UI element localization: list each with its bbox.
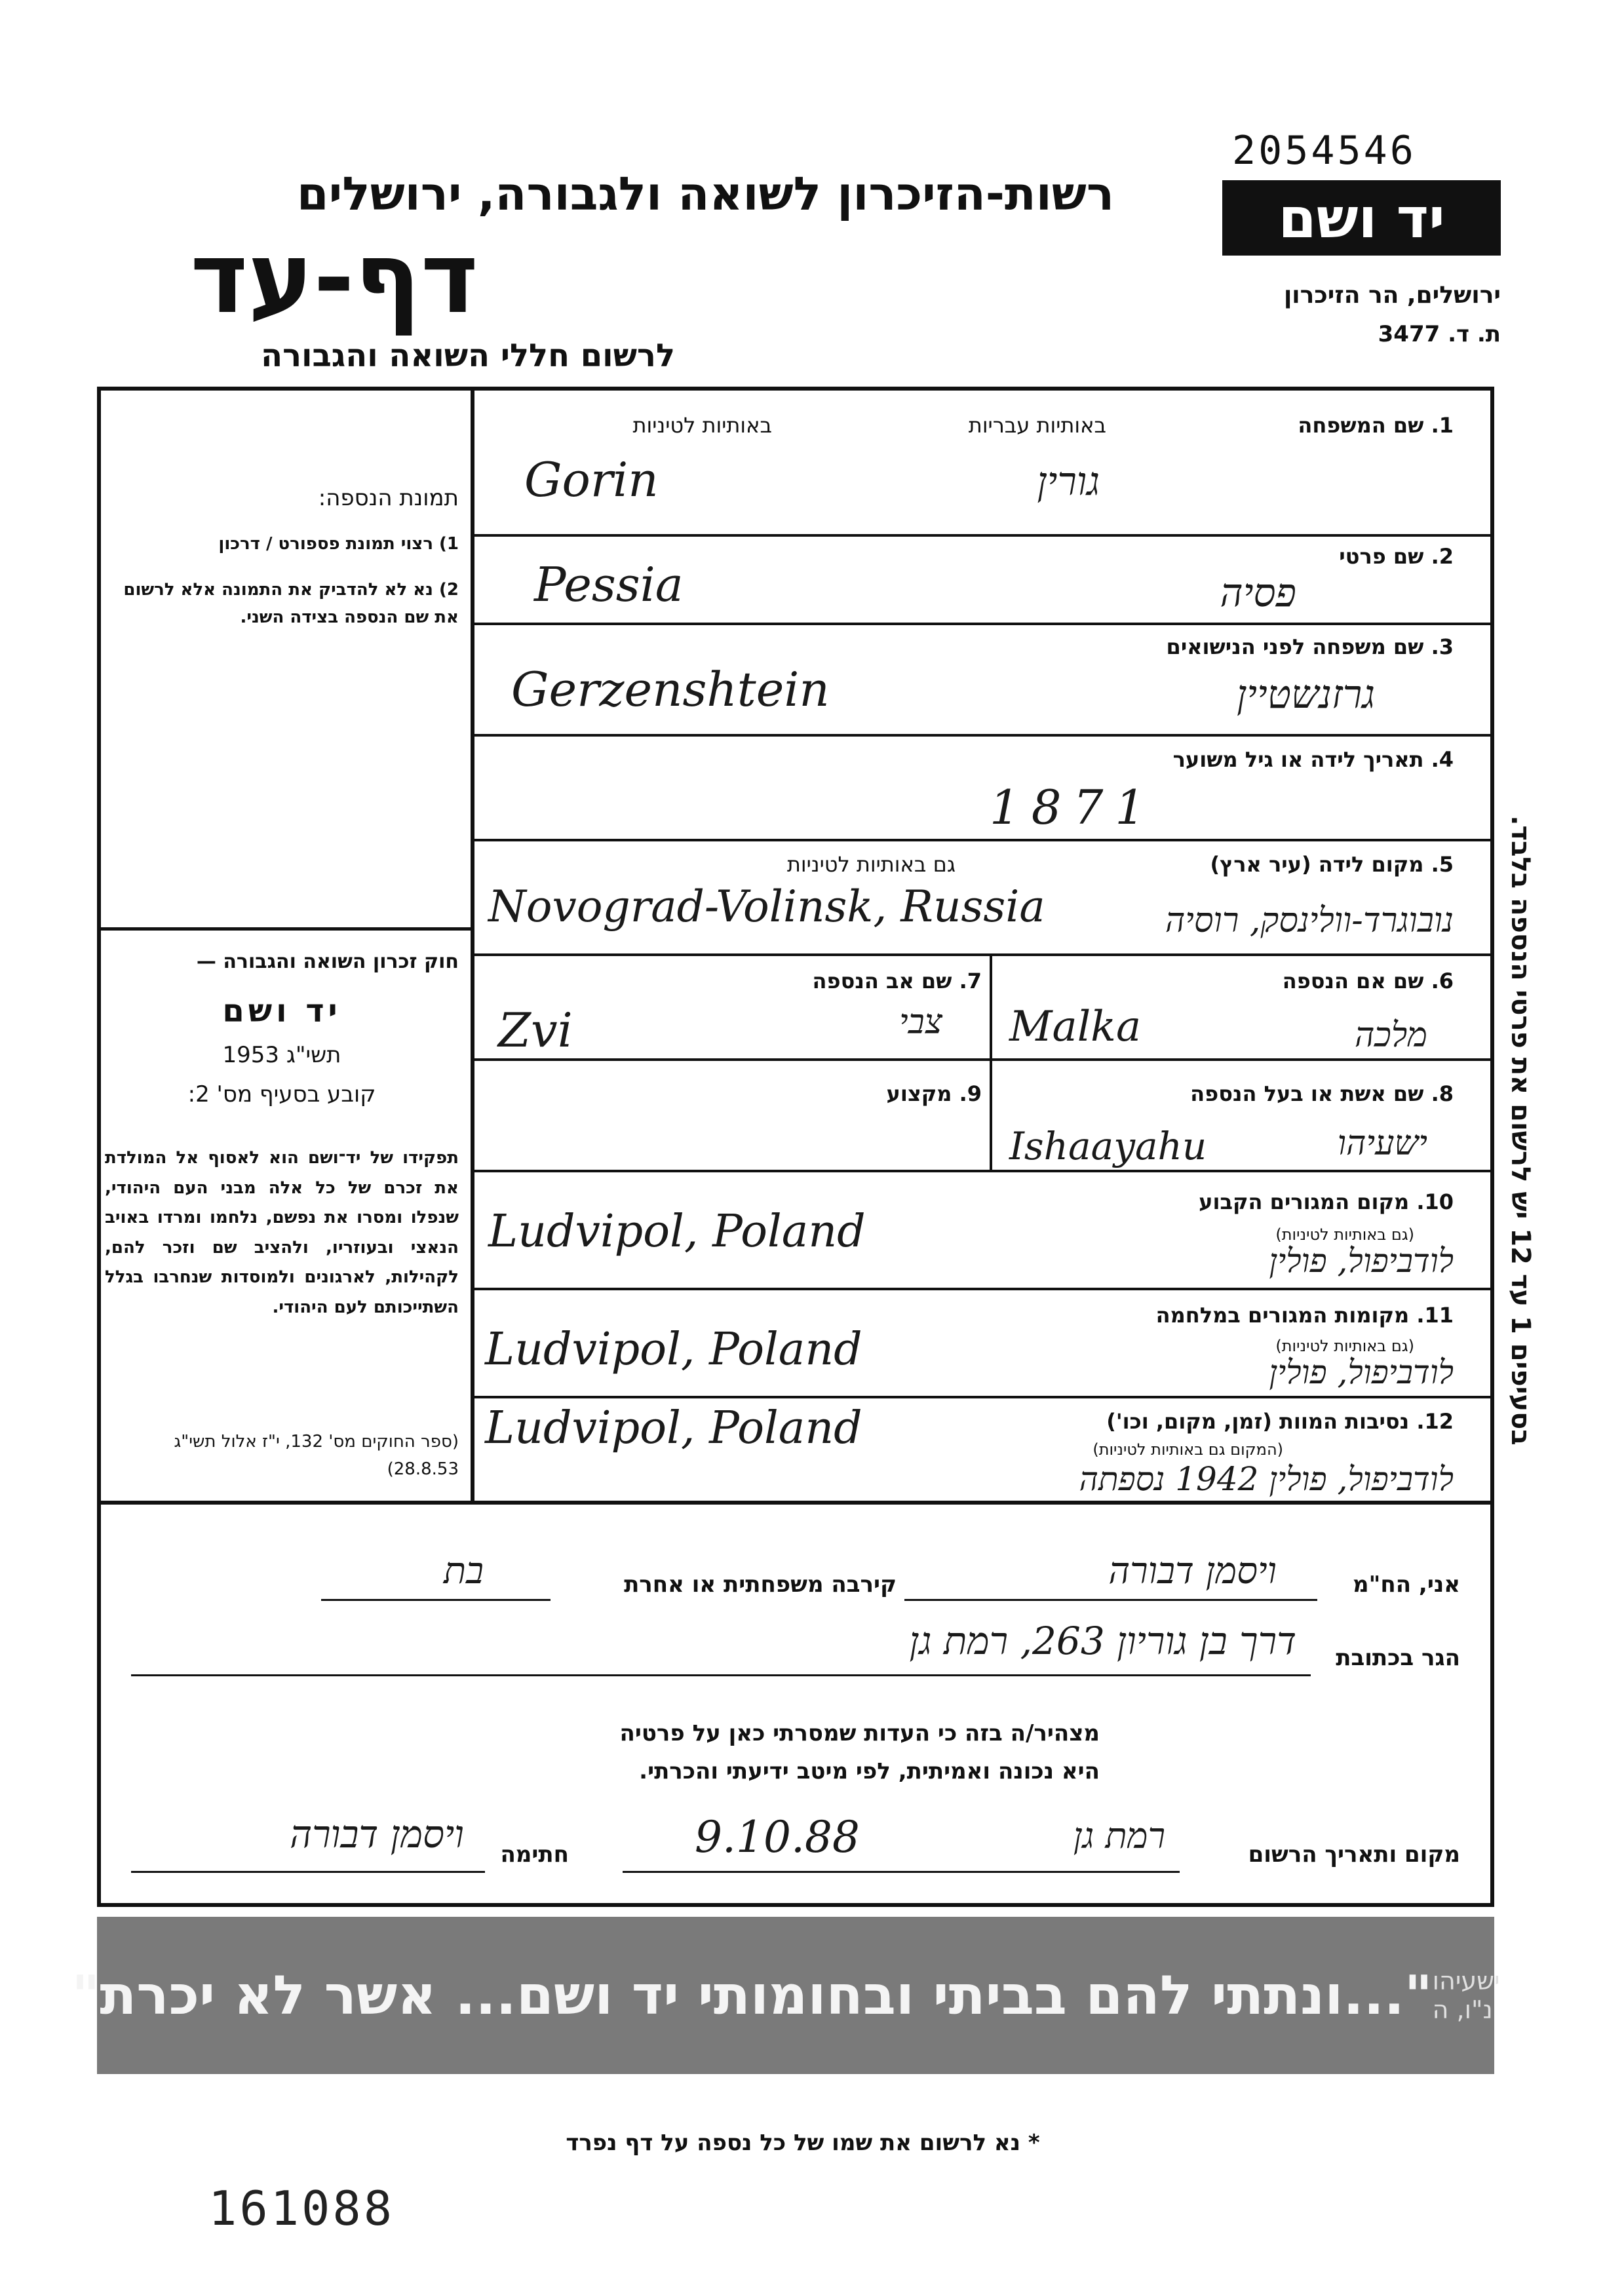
place-value[interactable]: רמת גן: [1073, 1815, 1165, 1856]
field-12-sublabel: (המקום גם באותיות לטיניות): [1092, 1440, 1283, 1459]
field-6-hebrew[interactable]: מלכה: [1354, 1016, 1427, 1055]
field-12-label: 12. נסיבות המוות (זמן, מקום, וכו'): [1106, 1409, 1454, 1434]
column-hebrew-label: באותיות עבריות: [968, 413, 1106, 438]
row-divider: [471, 1288, 1494, 1290]
side-note-text: בסעיפים 1 עד 12 יש לרשום את פרטי הנספה בלבד.: [1505, 815, 1536, 1446]
serial-number: 161088: [208, 2181, 395, 2236]
side-note: [1501, 754, 1540, 1507]
field-7-latin[interactable]: Zvi: [498, 1003, 573, 1058]
field-5-hebrew[interactable]: נובוגרד-וולינסק, רוסיה: [1165, 901, 1454, 940]
col-divider: [990, 1058, 992, 1170]
address-value[interactable]: דרך בן גוריון 263, רמת גן: [909, 1619, 1296, 1663]
field-8-hebrew[interactable]: ישעיהו: [1337, 1124, 1427, 1163]
banner-quote: "...ונתתי להם בביתי ובחומותי יד ושם... אשר לא יכרת": [71, 1964, 1433, 2027]
relation-value[interactable]: בת: [443, 1550, 484, 1592]
field-5-sublabel: גם באותיות לטיניות: [786, 852, 956, 877]
field-11-sublabel: (גם באותיות לטיניות): [1275, 1337, 1414, 1355]
signature-label: חתימה: [500, 1841, 569, 1868]
authority-name: רשות-הזיכרון לשואה ולגבורה, ירושלים: [296, 167, 1114, 221]
field-10-hebrew[interactable]: לודביפול, פולין: [1269, 1242, 1454, 1280]
field-8-latin[interactable]: Ishaayahu: [1009, 1124, 1207, 1168]
row-divider: [471, 1396, 1494, 1398]
field-3-hebrew[interactable]: גרזנשטיין: [1237, 672, 1375, 718]
field-11-label: 11. מקומות המגורים במלחמה: [1155, 1303, 1454, 1328]
signature-value[interactable]: ויסמן דבורה: [290, 1812, 464, 1856]
yad-vashem-logo: יד ושם: [1222, 180, 1501, 256]
document-number: 2054546: [1232, 128, 1416, 174]
declaration-divider: [97, 1501, 1494, 1505]
field-6-label: 6. שם אם הנספה: [1282, 969, 1454, 993]
logo-pobox: ת. ד. 3477: [1378, 321, 1501, 347]
declarant-line: [904, 1599, 1317, 1601]
col-divider: [990, 953, 992, 1058]
sidebar-divider: [471, 387, 474, 1501]
photo-note: 2) נא לא להדביק את התמונה אלא לרשום את שם הנספה בצידה השני.: [123, 580, 459, 627]
relation-line: [321, 1599, 551, 1601]
field-6-latin[interactable]: Malka: [1009, 1003, 1142, 1051]
row-divider: [471, 953, 1494, 956]
law-heading: חוק זכרון השואה והגבורה —: [196, 950, 459, 973]
field-5-label: 5. מקום לידה (עיר ארץ): [1210, 852, 1454, 877]
quote-banner: [71, 1917, 1500, 2074]
row-divider: [471, 734, 1494, 737]
field-12-latin[interactable]: Ludvipol, Poland: [485, 1402, 862, 1454]
field-2-label: 2. שם פרטי: [1339, 544, 1454, 569]
field-2-hebrew[interactable]: פסיה: [1220, 570, 1296, 616]
field-1-latin[interactable]: Gorin: [524, 452, 659, 507]
sidebar-separator: [97, 927, 474, 931]
field-3-latin[interactable]: Gerzenshtein: [511, 662, 830, 717]
law-reference: (ספר החוקים מס' 132, י"ז אלול תשי"ג 28.8.53): [174, 1432, 459, 1479]
row-divider: [471, 1058, 1494, 1061]
field-5-latin[interactable]: Novograd-Volinsk, Russia: [488, 881, 1045, 932]
photo-note: 1) רצוי תמונת פספורט / דרכון: [218, 534, 459, 554]
field-10-label: 10. מקום המגורים הקבוע: [1199, 1189, 1454, 1214]
logo-address: ירושלים, הר הזיכרון: [1283, 282, 1501, 309]
row-divider: [471, 534, 1494, 537]
banner-reference: ישעיהו נ"ו, ה: [1432, 1967, 1500, 2024]
column-latin-label: באותיות לטיניות: [632, 413, 772, 438]
field-12-hebrew[interactable]: לודביפול, פולין 1942 נספתה: [1079, 1460, 1454, 1498]
field-7-label: 7. שם אב הנספה: [812, 969, 982, 993]
page-subtitle: לרשום חללי השואה והגבורה: [261, 337, 675, 374]
field-11-latin[interactable]: Ludvipol, Poland: [485, 1324, 862, 1375]
field-10-latin[interactable]: Ludvipol, Poland: [488, 1206, 866, 1258]
field-4-value[interactable]: 1871: [990, 780, 1157, 835]
law-name: יד ושם: [222, 993, 341, 1029]
field-2-latin[interactable]: Pessia: [534, 557, 684, 612]
address-label: הגר בכתובת: [1336, 1645, 1460, 1671]
field-10-sublabel: (גם באותיות לטיניות): [1275, 1225, 1414, 1244]
declarant-value[interactable]: ויסמן דבורה: [1108, 1550, 1277, 1592]
relation-label: קירבה משפחתית או אחרת: [624, 1571, 897, 1598]
field-8-label: 8. שם אשת או בעל הנספה: [1190, 1081, 1454, 1106]
law-year: תשי"ג 1953: [222, 1042, 341, 1068]
statement-line-2: היא נכונה ואמיתית, לפי מיטב ידיעתי והכרתי.: [639, 1758, 1100, 1784]
row-divider: [471, 839, 1494, 841]
field-9-label: 9. מקצוע: [886, 1081, 982, 1106]
field-4-label: 4. תאריך לידה או גיל משוער: [1172, 747, 1454, 772]
signature-line: [131, 1871, 485, 1873]
place-date-label: מקום ותאריך הרשום: [1248, 1841, 1460, 1868]
date-value[interactable]: 9.10.88: [695, 1812, 860, 1862]
field-11-hebrew[interactable]: לודביפול, פולין: [1269, 1353, 1454, 1391]
field-3-label: 3. שם משפחה לפני הנישואים: [1166, 634, 1454, 659]
law-body: תפקידו של יד־ושם הוא לאסוף אל המולדת את זכרם של כל אלה מבני העם היהודי, שנפלו ומסרו את נפשם, נלחמו ומרדו באויב הנאצי ובעוזריו, ולהציב שם וזכר להם, לקהילות, לארגונים ולמוסדות שנחרבו בגלל השתייכותם לעם היהודי.: [105, 1148, 459, 1317]
row-divider: [471, 1170, 1494, 1172]
statement-line-1: מצהיר/ה בזה כי העדות שמסרתי כאן על פרטיה: [619, 1720, 1100, 1746]
field-1-hebrew[interactable]: גורין: [1037, 459, 1100, 505]
photo-title: תמונת הנספה:: [318, 485, 459, 511]
footnote: * נא לרשום את שמו של כל נספה על דף נפרד: [566, 2130, 1040, 2156]
field-7-hebrew[interactable]: צבי: [899, 1003, 942, 1042]
declarant-label: אני, הח"מ: [1353, 1571, 1460, 1598]
page-title: דף-עד: [190, 221, 478, 336]
field-1-label: 1. שם המשפחה: [1298, 413, 1454, 438]
place-date-line: [623, 1871, 1180, 1873]
row-divider: [471, 623, 1494, 625]
law-clause: קובע בסעיף מס' 2:: [187, 1081, 376, 1107]
address-line: [131, 1674, 1311, 1676]
